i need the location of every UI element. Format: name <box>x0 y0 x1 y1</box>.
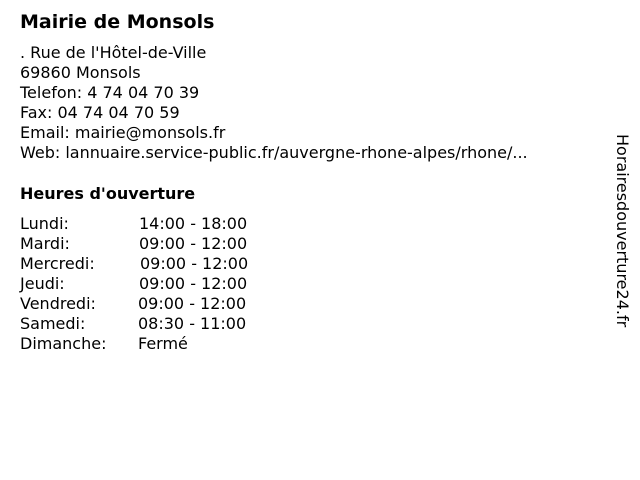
day-label: Dimanche: <box>20 334 107 353</box>
time-range: 09:00 - 12:00 <box>139 234 248 253</box>
day-label: Jeudi: <box>20 274 65 293</box>
time-range: 09:00 - 12:00 <box>139 274 248 293</box>
day-label: Samedi: <box>20 314 86 333</box>
day-label: Vendredi: <box>20 294 96 313</box>
day-label: Lundi: <box>20 214 69 233</box>
day-label: Mercredi: <box>20 254 95 273</box>
street-address: . Rue de l'Hôtel-de-Ville <box>20 43 207 62</box>
opening-hours-heading: Heures d'ouverture <box>20 184 196 203</box>
phone-number: Telefon: 4 74 04 70 39 <box>20 83 200 102</box>
time-range: 09:00 - 12:00 <box>140 254 249 273</box>
site-watermark: Horairesdouverture24.fr <box>613 134 632 328</box>
fax-number: Fax: 04 74 04 70 59 <box>20 103 180 122</box>
time-range: 14:00 - 18:00 <box>139 214 248 233</box>
time-range: 09:00 - 12:00 <box>138 294 247 313</box>
address-block <box>20 43 528 163</box>
time-range: 08:30 - 11:00 <box>138 314 247 333</box>
city-postal: 69860 Monsols <box>20 63 141 82</box>
time-range: Fermé <box>138 334 188 353</box>
day-label: Mardi: <box>20 234 70 253</box>
website-url: Web: lannuaire.service-public.fr/auvergne-rhone-alpes/rhone/... <box>20 143 528 162</box>
email-address: Email: mairie@monsols.fr <box>20 123 226 142</box>
page-title: Mairie de Monsols <box>20 11 215 33</box>
